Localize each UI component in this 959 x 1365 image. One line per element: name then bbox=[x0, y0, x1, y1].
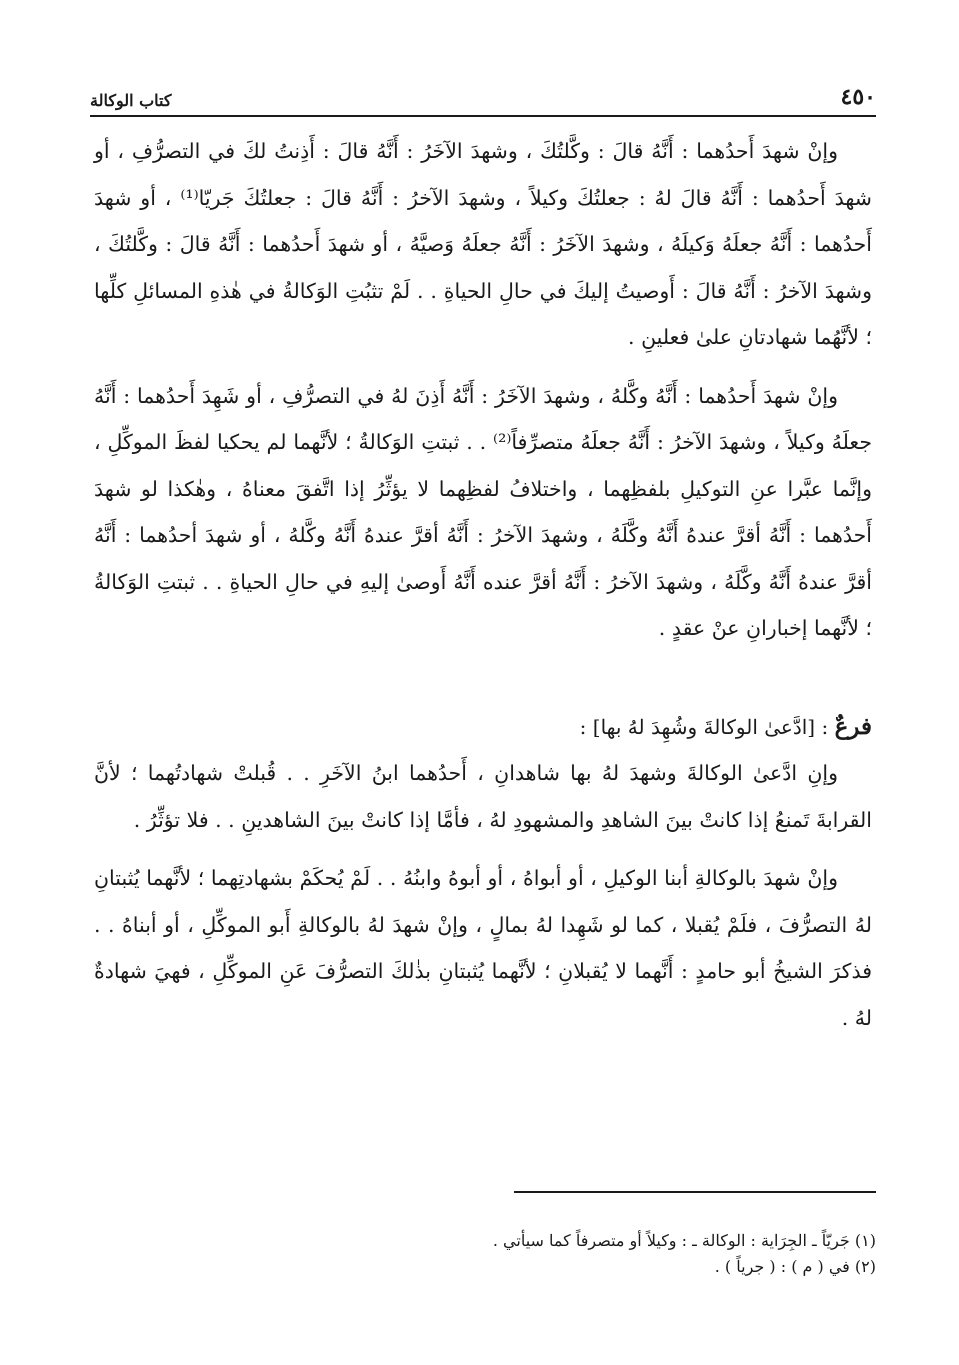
section-heading-word: فرعٌ bbox=[834, 712, 872, 740]
paragraph-2: وإنْ شهدَ أَحدُهما : أَنَّهُ وكَّلهُ ، وشهدَ الآخَرُ : أَنَّهُ أَذِنَ لهُ في التصرُّفِ ، أو شَهِدَ أَحدُهما : أَنَّهُ جعلَهُ وكيلاً ، وشهدَ الآخرُ : أَنَّهُ جعلَهُ متصرِّفاً⁽²⁾ . . ثبتتِ الوَكالةُ ؛ لأنَّهما لم يحكيا لفظَ الموكِّلِ ، وإنَّما عبَّرا عنِ التوكيلِ بلفظِهما ، واختلافُ لفظِهما لا يؤثِّرُ إذا اتَّفقَ معناهُ ، وهٰكذا لو شهدَ أَحدُهما : أَنَّهُ أقرَّ عندهُ أَنَّهُ وكَّلَهُ ، وشهدَ الآخرُ : أَنَّهُ أقرَّ عندهُ أَنَّهُ وكَّلهُ ، أو شهدَ أحدُهما : أَنَّهُ أقرَّ عندهُ أَنَّهُ وكَّلَهُ ، وشهدَ الآخرُ : أَنَّهُ أقرَّ عنده أَنَّهُ أَوصىٰ إليهِ في حالِ الحياةِ . . ثبتتِ الوَكالةُ ؛ لأنَّهما إخبارانِ عنْ عقدٍ . bbox=[94, 383, 872, 640]
body-text bbox=[94, 128, 872, 1041]
header-rule bbox=[90, 115, 876, 117]
paragraph-4: وإنْ شهدَ بالوكالةِ أبنا الوكيلِ ، أو أبواهُ ، أو أبوهُ وابنُهُ . . لَمْ يُحكَمْ بشهادتِهما ؛ لأنَّهما يُثبتانِ لهُ التصرُّفَ ، فلَمْ يُقبلا ، كما لو شَهِدا لهُ بمالٍ ، وإنْ شهدَ لهُ بالوكالةِ أَبو الموكِّلِ ، أو أبناهُ . . فذكرَ الشيخُ أبو حامدٍ : أَنَّهما لا يُقبلانِ ؛ لأنَّهما يُثبتانِ بذٰلكَ التصرُّفَ عَنِ الموكِّلِ ، فهيَ شهادةٌ لهُ . bbox=[94, 866, 872, 1030]
paragraph-3: وإنِ ادَّعىٰ الوكالةَ وشهدَ لهُ بها شاهدانِ ، أَحدُهما ابنُ الآخَرِ . . قُبلتْ شهادتُهما ؛ لأنَّ القرابةَ تَمنعُ إذا كانتْ بينَ الشاهدِ والمشهودِ لهُ ، فأمَّا إذا كانتْ بينَ الشاهدينِ . . فلا تؤثِّرُ . bbox=[94, 761, 872, 832]
paragraph-gap bbox=[94, 843, 872, 855]
footnotes bbox=[300, 1228, 876, 1280]
paragraph-gap bbox=[94, 361, 872, 373]
section-heading-title: : [ادَّعىٰ الوكالةَ وشُهِدَ لهُ بها] : bbox=[579, 714, 829, 739]
page-header bbox=[90, 82, 876, 110]
footnote-1: (١) جَريّاً ـ الجِرَاية : الوكالة ـ : وكيلاً أو متصرفاً كما سيأتي . bbox=[492, 1231, 876, 1250]
page-number: ٤٥٠ bbox=[840, 84, 876, 110]
section-gap bbox=[94, 652, 872, 704]
section-heading bbox=[94, 704, 872, 751]
paragraph-1: وإنْ شهدَ أَحدُهما : أَنَّهُ قالَ : وكَّلتُكَ ، وشهدَ الآخَرُ : أَنَّهُ قالَ : أَذِنتُ لكَ في التصرُّفِ ، أو شهدَ أَحدُهما : أَنَّهُ قالَ لهُ : جعلتُكَ وكيلاً ، وشهدَ الآخرُ : أَنَّهُ قالَ : جعلتُكَ جَريّا⁽¹⁾ ، أو شهدَ أَحدُهما : أَنَّهُ جعلَهُ وَكيلَهُ ، وشهدَ الآخَرُ : أَنَّهُ جعلَهُ وَصيَّهُ ، أو شهدَ أَحدُهما : أَنَّهُ قالَ : وكَّلتُكَ ، وشهدَ الآخرُ : أَنَّهُ قالَ : أَوصيتُ إليكَ في حالِ الحياةِ . . لَمْ تثبُتِ الوَكالةُ في هٰذهِ المسائلِ كلِّها ؛ لأنَّهُما شهادتانِ علىٰ فعلينِ . bbox=[94, 139, 872, 349]
footnote-rule bbox=[514, 1191, 876, 1193]
running-title: كتاب الوكالة bbox=[90, 91, 172, 110]
footnote-2: (٢) في ( م ) : ( جرياً ) . bbox=[714, 1257, 876, 1276]
